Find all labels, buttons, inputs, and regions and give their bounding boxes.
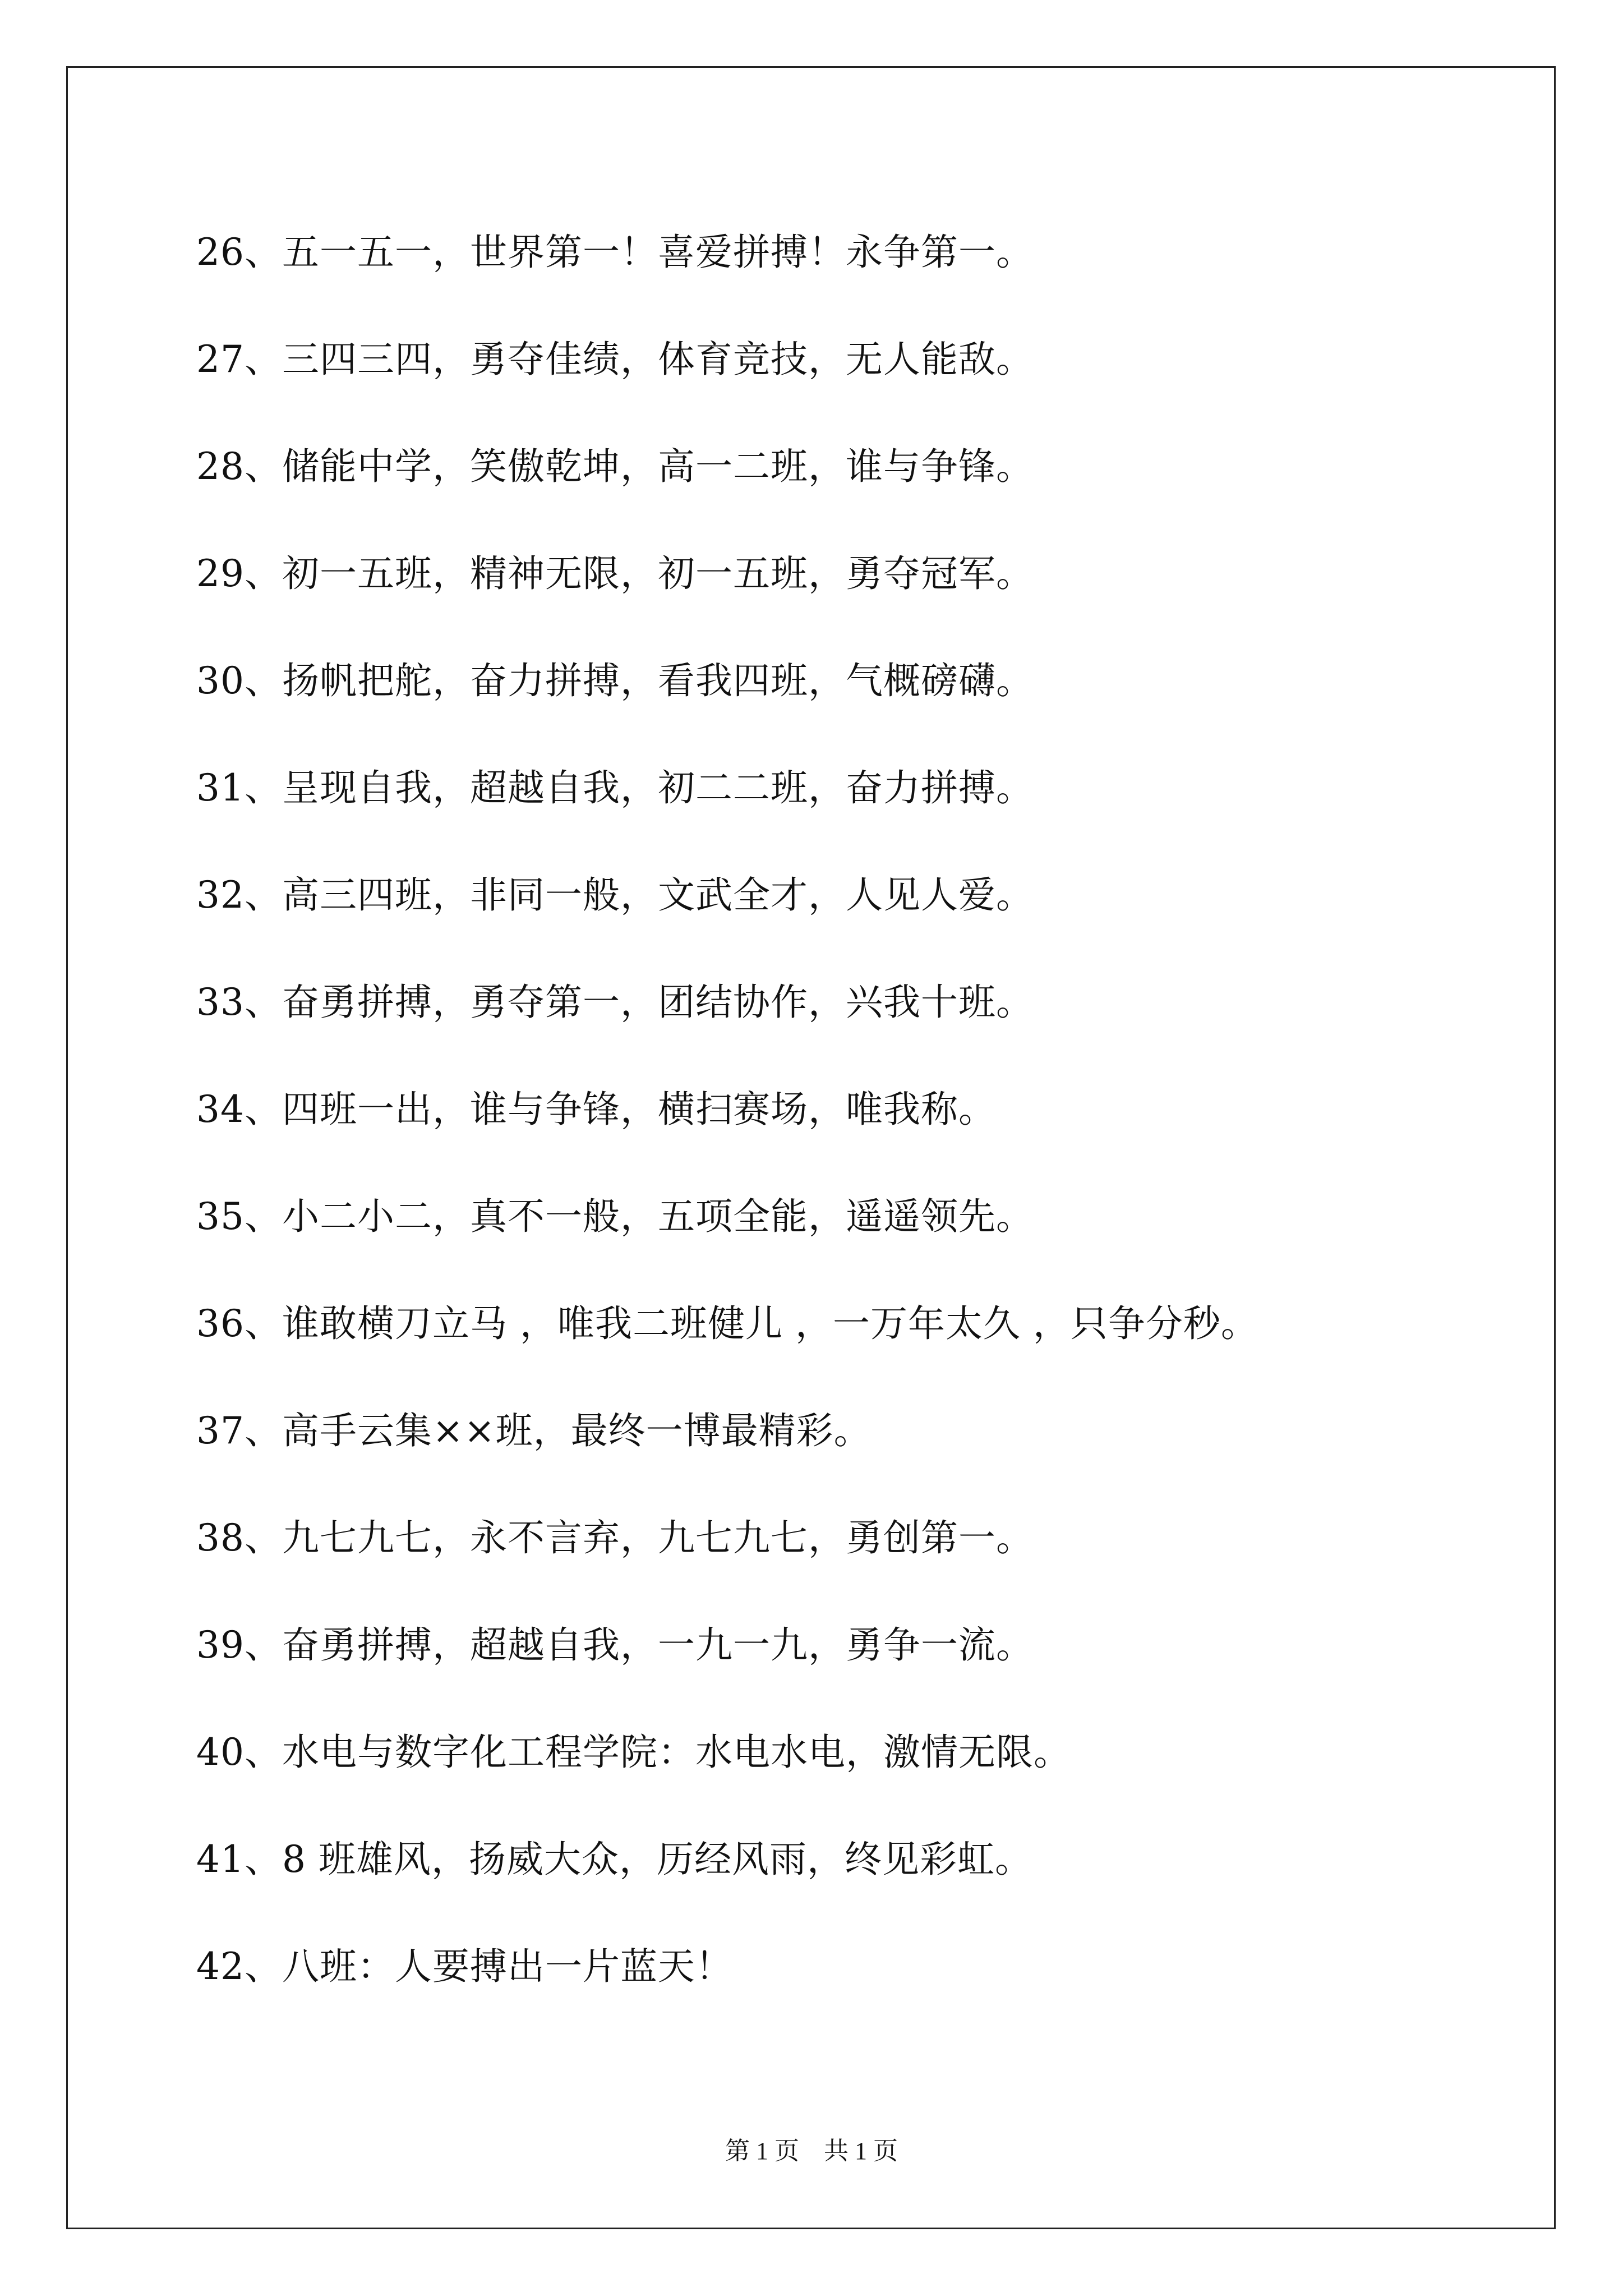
list-item: 34、四班一出，谁与争锋，横扫赛场，唯我称。 xyxy=(196,1088,996,1131)
list-item: 36、谁敢横刀立马 ，唯我二班健儿 ，一万年太久 ，只争分秒。 xyxy=(196,1302,1258,1345)
list-item: 31、呈现自我，超越自我，初二二班，奋力拼搏。 xyxy=(196,766,1034,809)
list-item: 30、扬帆把舵，奋力拼搏，看我四班，气概磅礴。 xyxy=(196,659,1034,702)
list-item: 42、八班：人要搏出一片蓝天！ xyxy=(196,1945,733,1988)
list-item: 40、水电与数字化工程学院：水电水电，激情无限。 xyxy=(196,1731,1071,1774)
list-item: 38、九七九七，永不言弃，九七九七，勇创第一。 xyxy=(196,1516,1034,1559)
list-item: 33、奋勇拼搏，勇夺第一，团结协作，兴我十班。 xyxy=(196,981,1034,1024)
list-item: 35、小二小二，真不一般，五项全能，遥遥领先。 xyxy=(196,1195,1034,1238)
list-item: 26、五一五一，世界第一！喜爱拼搏！永争第一。 xyxy=(196,231,1034,274)
list-item: 27、三四三四，勇夺佳绩，体育竞技，无人能敌。 xyxy=(196,338,1034,381)
list-item: 37、高手云集××班，最终一博最精彩。 xyxy=(196,1409,872,1452)
list-item: 41、8 班雄风，扬威大众，历经风雨，终见彩虹。 xyxy=(196,1838,1032,1881)
list-item: 28、储能中学，笑傲乾坤，高一二班，谁与争锋。 xyxy=(196,445,1034,488)
list-item: 29、初一五班，精神无限，初一五班，勇夺冠军。 xyxy=(196,552,1034,595)
slogan-list xyxy=(196,224,1258,2046)
page-number-footer: 第 1 页 共 1 页 xyxy=(725,2137,898,2165)
list-item: 32、高三四班，非同一般，文武全才，人见人爱。 xyxy=(196,873,1034,917)
list-item: 39、奋勇拼搏，超越自我，一九一九，勇争一流。 xyxy=(196,1623,1034,1667)
